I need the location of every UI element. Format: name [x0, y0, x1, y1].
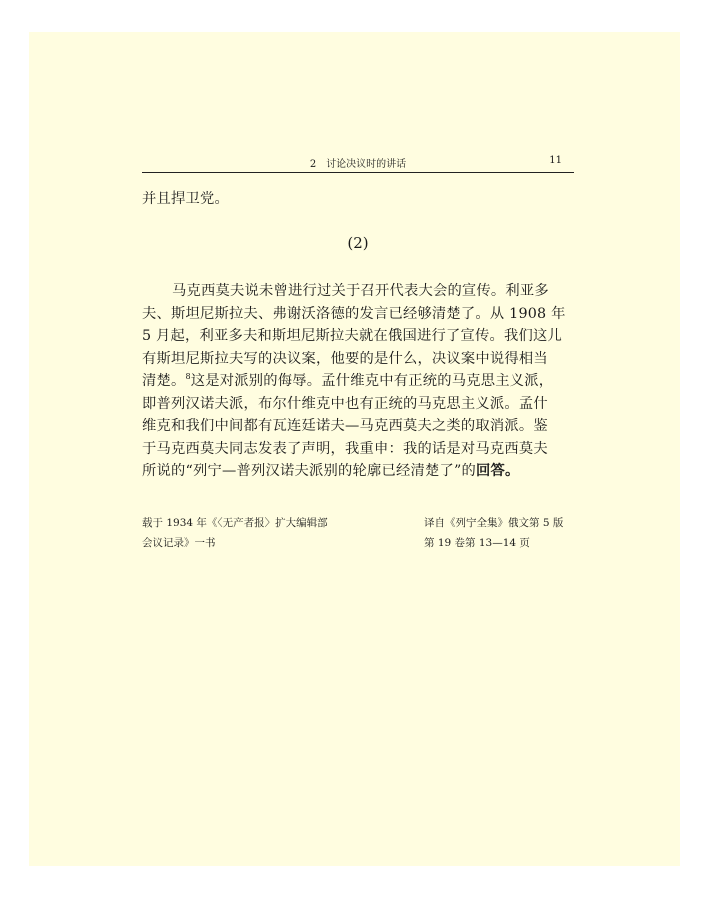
line5-rest: 这是对派别的侮辱。孟什维克中有正统的马克思主义派， [190, 373, 554, 389]
paragraph-line-8: 于马克西莫夫同志发表了声明，我重申：我的话是对马克西莫夫 [142, 440, 548, 457]
intro-paragraph [142, 188, 574, 211]
intro-line: 并且捍卫党。 [142, 191, 229, 207]
paragraph-line-2: 夫、斯坦尼斯拉夫、弗谢沃洛德的发言已经够清楚了。从 1908 年 [142, 305, 566, 322]
section-heading: (2) [347, 234, 369, 252]
source-right-line-2: 第 19 卷第 13—14 页 [424, 537, 530, 549]
source-publication [142, 513, 372, 553]
paragraph-line-5 [142, 370, 574, 393]
main-paragraph [142, 280, 574, 483]
bold-answer: 回答。 [475, 463, 520, 479]
paragraph-line-3: 5 月起，利亚多夫和斯坦尼斯拉夫就在俄国进行了宣传。我们这儿 [142, 328, 562, 344]
paragraph-line-9 [142, 460, 574, 483]
page-number: 11 [549, 155, 562, 166]
footnote-marker[interactable]: 8 [185, 372, 191, 382]
paragraph-line-4: 有斯坦尼斯拉夫写的决议案，他要的是什么，决议案中说得相当 [142, 350, 548, 367]
source-translation [424, 513, 584, 553]
source-left-line-2: 会议记录》一书 [142, 537, 216, 549]
paragraph-line-6: 即普列汉诺夫派，布尔什维克中也有正统的马克思主义派。孟什 [142, 395, 548, 412]
source-left-line-1: 载于 1934 年《〈无产者报〉扩大编辑部 [142, 517, 328, 529]
paragraph-line-1: 马克西莫夫说未曾进行过关于召开代表大会的宣传。利亚多 [172, 283, 549, 299]
line5-lead: 清楚。 [142, 373, 186, 389]
source-right-line-1: 译自《列宁全集》俄文第 5 版 [424, 517, 564, 529]
running-header [142, 152, 574, 173]
chapter-title: 2 讨论决议时的讲话 [309, 159, 407, 170]
paragraph-line-7: 维克和我们中间都有瓦连廷诺夫—马克西莫夫之类的取消派。鉴 [142, 418, 548, 434]
line9-text: 所说的“列宁—普列汉诺夫派别的轮廓已经清楚了”的 [142, 463, 476, 479]
